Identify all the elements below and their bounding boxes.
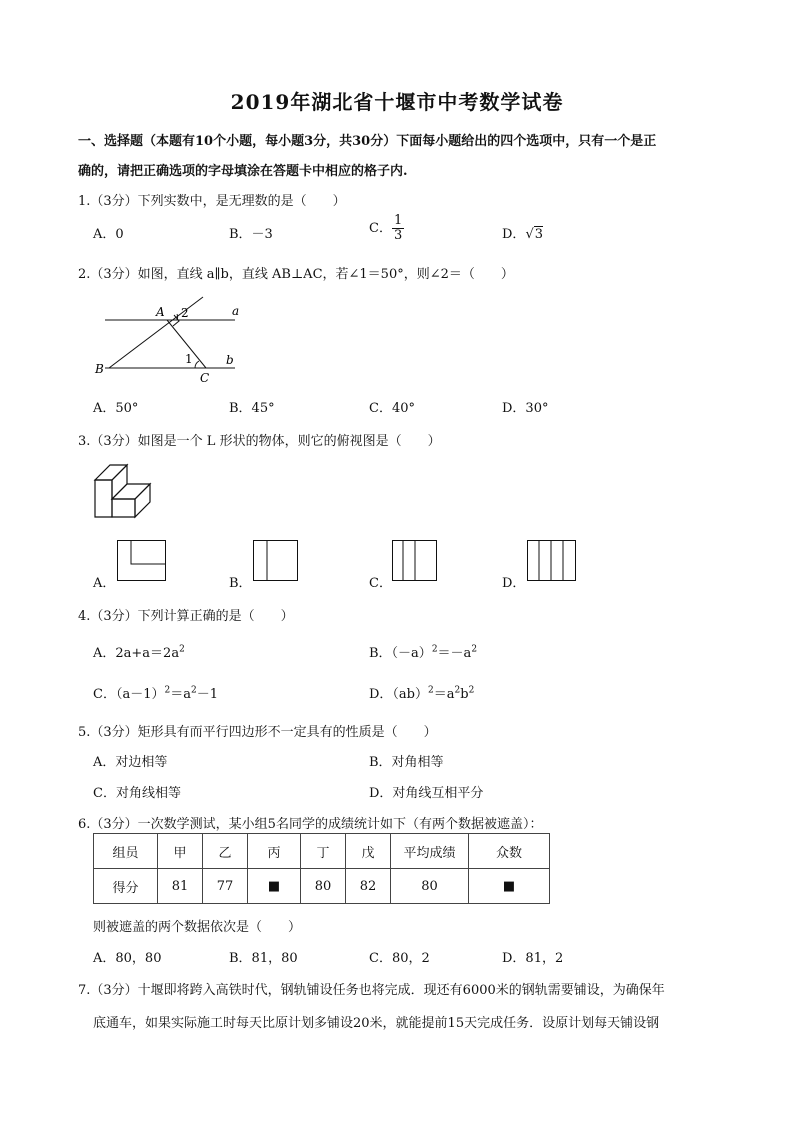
fraction: $\frac{1}{3}$	[393, 213, 403, 243]
table-cell: 80	[301, 869, 346, 904]
table-row	[94, 834, 550, 869]
label-C: C	[200, 371, 210, 385]
table-cell: 戊	[346, 834, 391, 869]
label-2: 2	[181, 306, 189, 320]
question-2-option-c: C．40°	[369, 401, 415, 416]
table-cell: 77	[203, 869, 248, 904]
table-cell: 组员	[94, 834, 158, 869]
question-6-option-a: A．80，80	[93, 951, 162, 966]
question-1-option-c	[369, 214, 404, 243]
question-3-option-d: D．	[502, 576, 526, 591]
parallel-lines-figure	[95, 292, 245, 387]
question-1-option-b: B．－3	[229, 227, 273, 242]
question-1-stem: 1.（3分）下列实数中，是无理数的是（ ）	[78, 194, 346, 209]
question-1-option-d: D．√3	[502, 227, 544, 242]
table-cell: 81	[158, 869, 203, 904]
question-3-option-a: A．	[93, 576, 116, 591]
label-b: b	[226, 353, 234, 367]
section-heading-line2: 确的，请把正确选项的字母填涂在答题卡中相应的格子内.	[78, 164, 408, 179]
label-a: a	[232, 304, 240, 318]
question-2-option-b: B．45°	[229, 401, 275, 416]
table-cell: 甲	[158, 834, 203, 869]
question-3-option-b: B．	[229, 576, 252, 591]
question-1-option-a: A．0	[93, 227, 124, 242]
option-c-label: C．	[369, 221, 392, 236]
top-view-option-c	[392, 540, 438, 582]
table-cell: 80	[391, 869, 469, 904]
question-6-option-d: D．81，2	[502, 951, 564, 966]
section-heading-line1: 一、选择题（本题有10个小题，每小题3分，共30分）下面每小题给出的四个选项中，只有一个是正	[78, 134, 657, 149]
question-4-option-a: A．$2a+a=2a^2$	[93, 644, 185, 661]
question-6-follow: 则被遮盖的两个数据依次是（ ）	[93, 920, 302, 935]
table-cell: 82	[346, 869, 391, 904]
label-B: B	[95, 362, 104, 376]
question-6-option-c: C．80，2	[369, 951, 430, 966]
question-5-option-a: A．对边相等	[93, 755, 168, 770]
label-1: 1	[185, 352, 193, 366]
question-2-option-d: D．30°	[502, 401, 549, 416]
question-7-line1: 7.（3分）十堰即将跨入高铁时代，钢轨铺设任务也将完成．现还有6000米的钢轨需要铺设，为确保年	[78, 983, 665, 998]
l-shape-solid-figure	[92, 462, 154, 520]
question-3-stem: 3.（3分）如图是一个 L 形状的物体，则它的俯视图是（ ）	[78, 434, 441, 449]
table-cell: 众数	[469, 834, 550, 869]
question-6-stem: 6.（3分）一次数学测试，某小组5名同学的成绩统计如下（有两个数据被遮盖）：	[78, 817, 543, 832]
table-cell: 乙	[203, 834, 248, 869]
question-5-option-b: B．对角相等	[369, 755, 444, 770]
table-cell: 丙	[248, 834, 301, 869]
question-4-option-d: D．$(ab)^2=a^2b^2$	[369, 685, 475, 702]
top-view-option-b	[253, 540, 299, 582]
top-view-option-a	[117, 540, 167, 582]
table-row	[94, 869, 550, 904]
label-A: A	[156, 305, 165, 319]
question-3-option-c: C．	[369, 576, 392, 591]
score-table	[93, 833, 550, 904]
question-6-option-b: B．81，80	[229, 951, 298, 966]
question-4-stem: 4.（3分）下列计算正确的是（ ）	[78, 609, 294, 624]
masked-cell: ■	[469, 869, 550, 904]
question-5-stem: 5.（3分）矩形具有而平行四边形不一定具有的性质是（ ）	[78, 725, 437, 740]
question-2-option-a: A．50°	[93, 401, 139, 416]
top-view-option-d	[527, 540, 577, 582]
question-7-line2: 底通车，如果实际施工时每天比原计划多铺设20米，就能提前15天完成任务．设原计划每天铺设钢	[93, 1016, 660, 1031]
question-4-option-b: B．$(-a)^2=-a^2$	[369, 644, 478, 661]
sqrt-icon: √	[525, 227, 534, 242]
page-title: 2019年湖北省十堰市中考数学试卷	[230, 90, 564, 114]
question-2-stem: 2.（3分）如图，直线 a∥b，直线 AB⊥AC，若∠1＝50°，则∠2＝（ ）	[78, 267, 514, 282]
table-cell: 平均成绩	[391, 834, 469, 869]
table-cell: 丁	[301, 834, 346, 869]
question-5-option-c: C．对角线相等	[93, 786, 181, 801]
question-5-option-d: D．对角线互相平分	[369, 786, 484, 801]
table-cell: 得分	[94, 869, 158, 904]
masked-cell: ■	[248, 869, 301, 904]
question-4-option-c: C．$(a-1)^2=a^2-1$	[93, 685, 218, 702]
